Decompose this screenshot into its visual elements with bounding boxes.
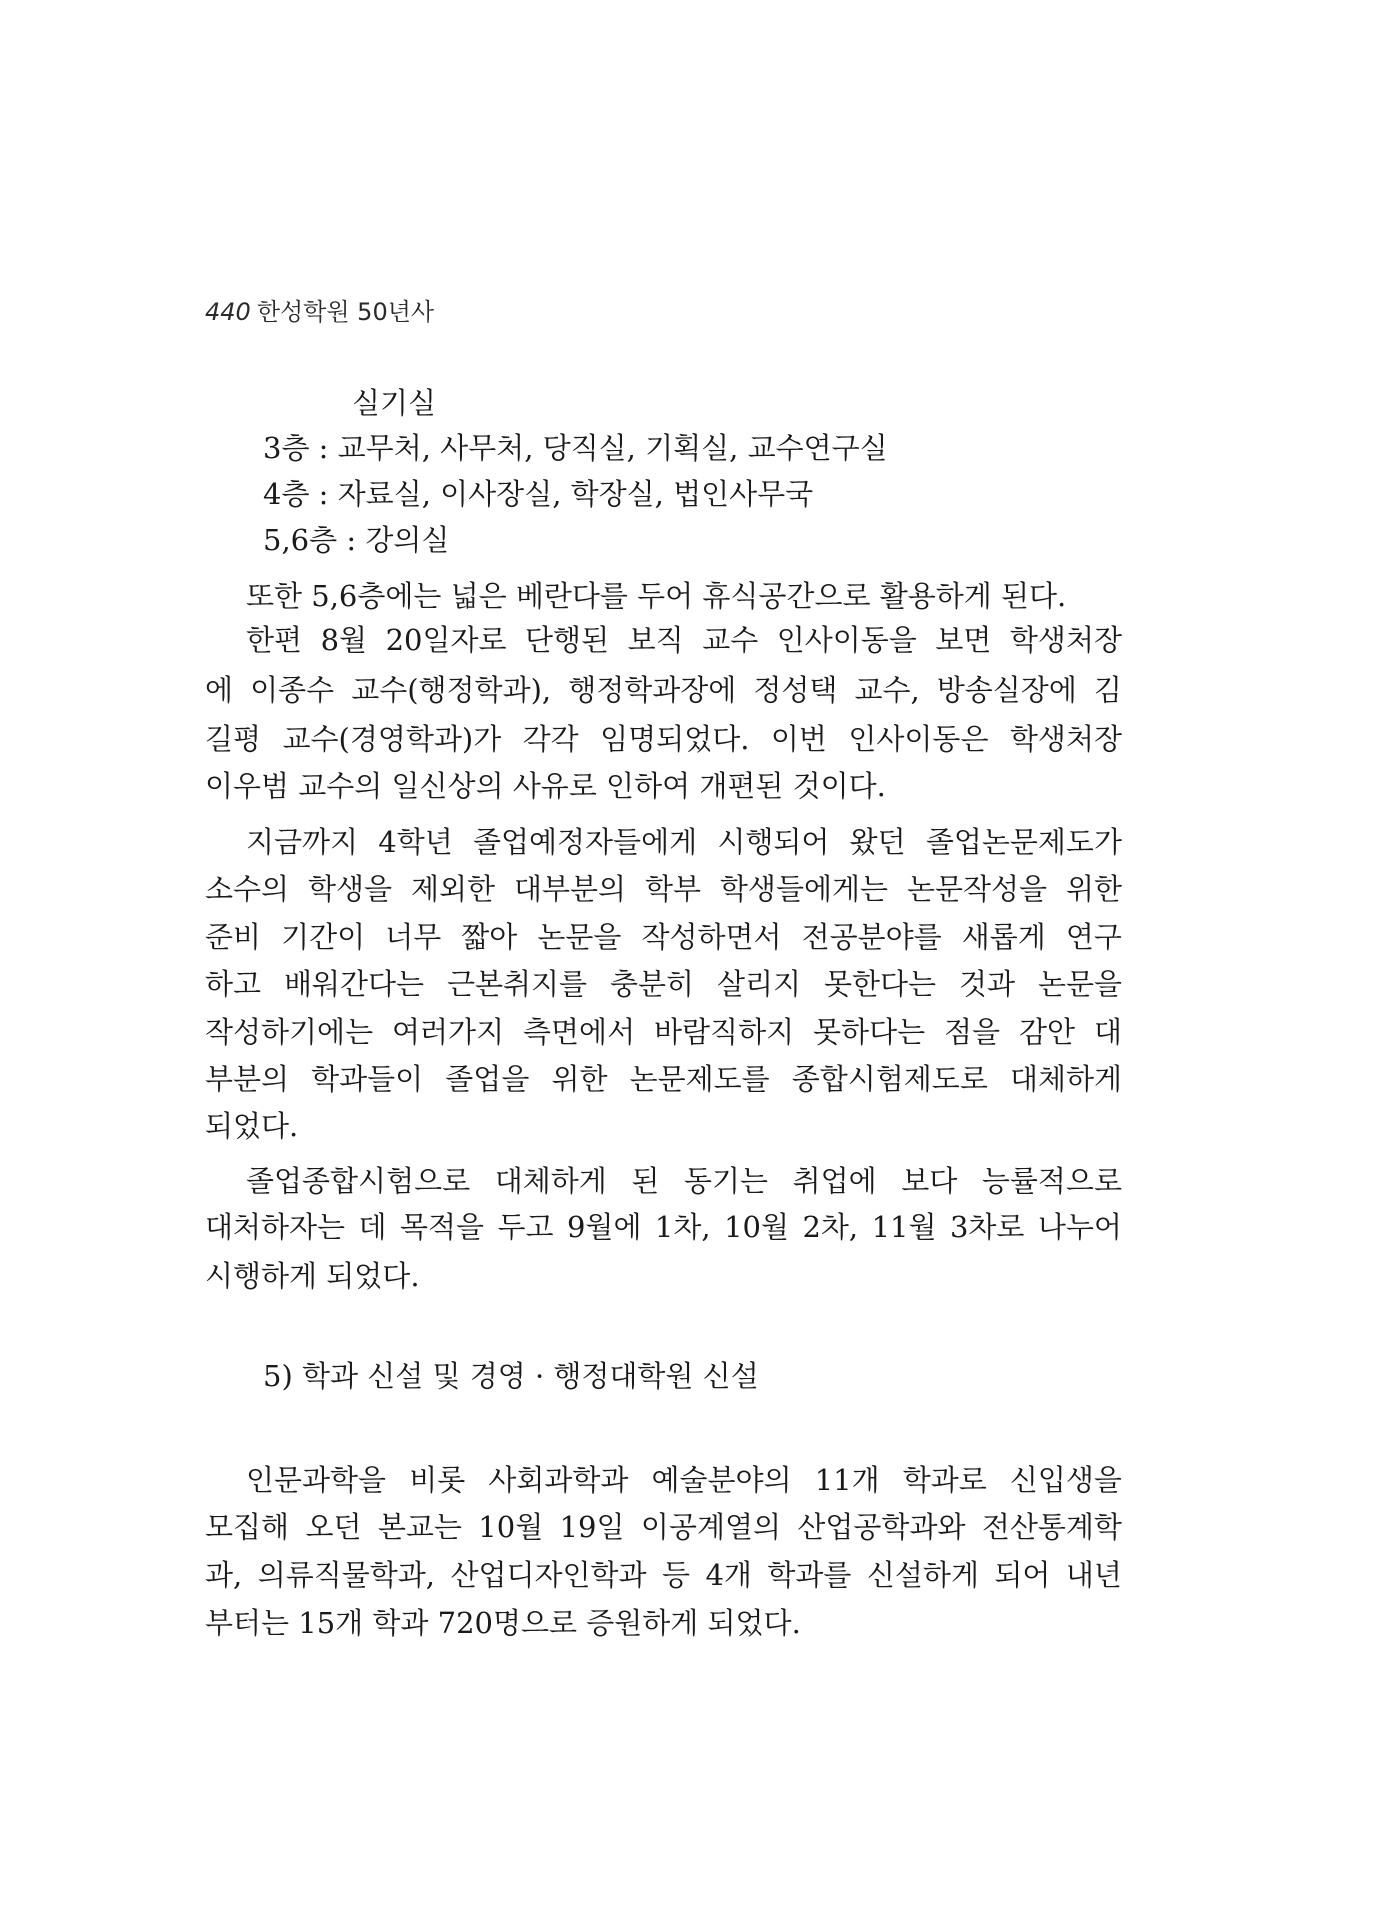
word: 2차, xyxy=(802,1210,859,1244)
paragraph-thesis-line xyxy=(205,966,1122,1002)
word: 위한 xyxy=(1065,872,1122,906)
word: 졸업을 xyxy=(445,1062,530,1096)
word: 오던 xyxy=(305,1510,362,1544)
word: 모집해 xyxy=(205,1510,290,1544)
word: 취업에 xyxy=(792,1164,877,1198)
paragraph-personnel-line: 이우범 교수의 일신상의 사유로 인하여 개편된 것이다. xyxy=(205,769,886,803)
word: 예술분야의 xyxy=(651,1463,792,1497)
word: 대처하자는 xyxy=(205,1210,346,1244)
word: 학생처장 xyxy=(1009,722,1122,756)
word: 3차로 xyxy=(949,1210,1025,1244)
word: 20일자로 xyxy=(385,623,507,657)
word: 대체하게 xyxy=(494,1164,607,1198)
paragraph-departments-line xyxy=(246,1462,1122,1498)
word: 단행된 xyxy=(525,623,610,657)
word: 전산통계학 xyxy=(981,1510,1122,1544)
word: 것과 xyxy=(958,967,1015,1001)
word: 전공분야를 xyxy=(801,920,942,954)
floor-line-practice-room: 실기실 xyxy=(352,386,437,420)
word: 바람직하지 xyxy=(654,1015,795,1049)
word: 4학년 xyxy=(378,825,453,859)
word: 졸업예정자들에게 xyxy=(472,825,698,859)
word: 학부 xyxy=(644,872,701,906)
paragraph-exam-line xyxy=(205,1209,1122,1245)
floor-line-5-6f: 5,6층 : 강의실 xyxy=(263,523,450,557)
word: 김 xyxy=(1093,673,1122,707)
paragraph-personnel-line xyxy=(205,672,1122,708)
word: 작성하기에는 xyxy=(205,1015,374,1049)
word: 이공계열의 xyxy=(640,1510,781,1544)
word: 등 xyxy=(662,1558,691,1592)
paragraph-thesis-line: 되었다. xyxy=(205,1109,299,1143)
word: 학과로 xyxy=(902,1463,987,1497)
word: 하고 xyxy=(205,967,262,1001)
word: 작성하면서 xyxy=(641,920,782,954)
word: 내년 xyxy=(1065,1558,1122,1592)
word: 못하다는 xyxy=(813,1015,926,1049)
book-title: 한성학원 50년사 xyxy=(256,298,435,326)
word: 이종수 xyxy=(250,673,335,707)
word: 나누어 xyxy=(1037,1210,1122,1244)
word: 제외한 xyxy=(410,872,496,906)
word: 학생처장 xyxy=(1009,623,1122,657)
paragraph-departments-line xyxy=(205,1557,1122,1593)
word: 데 xyxy=(358,1210,387,1244)
word: 목적을 xyxy=(400,1210,485,1244)
word: 부분의 xyxy=(205,1062,290,1096)
word: 논문제도를 xyxy=(629,1062,770,1096)
word: 졸업종합시험으로 xyxy=(246,1164,471,1198)
word: 충분히 xyxy=(610,967,695,1001)
word: 학생을 xyxy=(307,872,393,906)
word: 보면 xyxy=(935,623,992,657)
word: 두고 xyxy=(497,1210,554,1244)
word: 본교는 xyxy=(377,1510,462,1544)
word: 기간이 xyxy=(281,920,366,954)
word: 왔던 xyxy=(849,825,906,859)
word: 종합시험제도로 xyxy=(791,1062,988,1096)
word: 각각 xyxy=(522,722,579,756)
word: 학생들에게는 xyxy=(719,872,889,906)
word: 산업공학과와 xyxy=(797,1510,966,1544)
word: 대체하게 xyxy=(1009,1062,1122,1096)
word: 감안 xyxy=(1019,1015,1076,1049)
paragraph-thesis-line xyxy=(205,1061,1122,1097)
word: 임명되었다. xyxy=(600,722,750,756)
word: 소수의 xyxy=(205,872,290,906)
word: 10월 xyxy=(478,1510,544,1544)
word: 교수, xyxy=(854,673,920,707)
word: 된 xyxy=(631,1164,660,1198)
word: 의류직물학과, xyxy=(257,1558,435,1592)
page-number: 440 xyxy=(205,298,251,326)
paragraph-thesis-line xyxy=(205,871,1122,907)
paragraph-personnel-line xyxy=(205,721,1122,757)
paragraph-exam-line: 시행하게 되었다. xyxy=(205,1259,420,1293)
word: 짧아 xyxy=(461,920,518,954)
word: 교수 xyxy=(702,623,759,657)
word: 교수(행정학과), xyxy=(351,673,552,707)
paragraph-departments-line: 부터는 15개 학과 720명으로 증원하게 되었다. xyxy=(205,1606,801,1640)
section-heading: 5) 학과 신설 및 경영 · 행정대학원 신설 xyxy=(263,1359,759,1393)
word: 점을 xyxy=(944,1015,1001,1049)
word: 방송실장에 xyxy=(936,673,1077,707)
word: 10월 xyxy=(724,1210,789,1244)
word: 인문과학을 xyxy=(246,1463,387,1497)
floor-line-3f: 3층 : 교무처, 사무처, 당직실, 기획실, 교수연구실 xyxy=(263,431,888,465)
word: 여러가지 xyxy=(392,1015,505,1049)
word: 11개 xyxy=(814,1463,880,1497)
word: 비롯 xyxy=(409,1463,466,1497)
word: 학과를 xyxy=(767,1558,852,1592)
word: 보다 xyxy=(901,1164,958,1198)
word: 정성택 xyxy=(753,673,838,707)
word: 살리지 xyxy=(716,967,802,1001)
word: 11월 xyxy=(871,1210,937,1244)
word: 연구 xyxy=(1065,920,1122,954)
word: 못한다는 xyxy=(823,967,937,1001)
word: 지금까지 xyxy=(246,825,359,859)
paragraph-personnel-line xyxy=(246,622,1122,658)
paragraph-veranda: 또한 5,6층에는 넓은 베란다를 두어 휴식공간으로 활용하게 된다. xyxy=(246,579,1067,613)
word: 논문을 xyxy=(1037,967,1122,1001)
paragraph-thesis-line xyxy=(205,1014,1122,1050)
word: 인사이동은 xyxy=(848,722,989,756)
word: 산업디자인학과 xyxy=(450,1558,647,1592)
word: 인사이동을 xyxy=(776,623,917,657)
word: 능률적으로 xyxy=(981,1164,1122,1198)
word: 되어 xyxy=(994,1558,1051,1592)
word: 보직 xyxy=(627,623,684,657)
word: 이번 xyxy=(770,722,827,756)
word: 8월 xyxy=(320,623,368,657)
word: 신설하게 xyxy=(866,1558,979,1592)
word: 교수(경영학과)가 xyxy=(282,722,502,756)
word: 4개 xyxy=(705,1558,752,1592)
word: 새롭게 xyxy=(961,920,1046,954)
word: 동기는 xyxy=(683,1164,769,1198)
word: 9월에 xyxy=(566,1210,642,1244)
word: 논문작성을 xyxy=(906,872,1048,906)
word: 길평 xyxy=(205,722,262,756)
paragraph-exam-line xyxy=(246,1163,1122,1199)
word: 근본취지를 xyxy=(446,967,588,1001)
word: 한편 xyxy=(246,623,303,657)
word: 사회과학과 xyxy=(488,1463,629,1497)
word: 졸업논문제도가 xyxy=(925,825,1122,859)
word: 준비 xyxy=(205,920,262,954)
floor-line-4f: 4층 : 자료실, 이사장실, 학장실, 법인사무국 xyxy=(263,477,814,511)
word: 1차, xyxy=(654,1210,711,1244)
word: 대부분의 xyxy=(513,872,627,906)
word: 에 xyxy=(205,673,234,707)
word: 19일 xyxy=(559,1510,625,1544)
paragraph-departments-line xyxy=(205,1509,1122,1545)
word: 배워간다는 xyxy=(283,967,425,1001)
word: 시행되어 xyxy=(717,825,830,859)
word: 행정학과장에 xyxy=(568,673,737,707)
paragraph-thesis-line xyxy=(205,919,1122,955)
word: 대 xyxy=(1093,1015,1122,1049)
running-header xyxy=(205,292,434,327)
paragraph-thesis-line xyxy=(246,824,1122,860)
word: 측면에서 xyxy=(523,1015,636,1049)
word: 너무 xyxy=(385,920,442,954)
word: 신입생을 xyxy=(1009,1463,1122,1497)
word: 논문을 xyxy=(537,920,622,954)
word: 학과들이 xyxy=(311,1062,424,1096)
word: 과, xyxy=(205,1558,243,1592)
word: 위한 xyxy=(551,1062,608,1096)
